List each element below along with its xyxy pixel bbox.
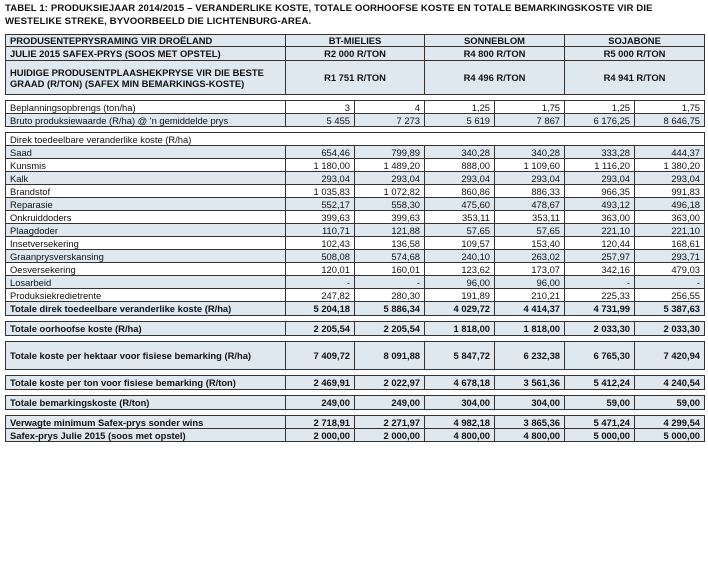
value-cell: 353,11	[495, 211, 565, 224]
value-cell: 110,71	[286, 224, 355, 237]
section-label: Direk toedeelbare veranderlike koste (R/ha)	[6, 133, 705, 146]
table-title: TABEL 1: PRODUKSIEJAAR 2014/2015 – VERANDERLIKE KOSTE, TOTALE OORHOOFSE KOSTE EN TOTALE BEMARKINGSKOSTE VIR DIE WESTELIKE STREKE, BYVOORBEELD DIE LICHTENBURG-AREA.	[5, 3, 653, 27]
cost-row	[6, 263, 705, 276]
header-label: PRODUSENTEPRYSRAMING VIR DROËLAND	[6, 35, 286, 47]
value-cell: 1 818,00	[495, 322, 565, 336]
row-label: Losarbeid	[6, 276, 286, 289]
value-cell: -	[565, 276, 635, 289]
header-value: R1 751 R/TON	[286, 61, 425, 95]
value-cell: 249,00	[286, 396, 355, 410]
value-cell: 558,30	[355, 198, 425, 211]
value-cell: 7 867	[495, 114, 565, 127]
cost-row	[6, 224, 705, 237]
value-cell: 1 818,00	[425, 322, 495, 336]
value-cell: 333,28	[565, 146, 635, 159]
value-cell: 2 033,30	[635, 322, 705, 336]
value-cell: 4 800,00	[425, 429, 495, 442]
value-cell: 123,62	[425, 263, 495, 276]
value-cell: 5 387,63	[635, 302, 705, 316]
value-cell: 966,35	[565, 185, 635, 198]
value-cell: 5 455	[286, 114, 355, 127]
value-cell: 342,16	[565, 263, 635, 276]
value-cell: 247,82	[286, 289, 355, 302]
value-cell: 249,00	[355, 396, 425, 410]
value-cell: 479,03	[635, 263, 705, 276]
total-direct-row	[6, 302, 705, 316]
cost-row	[6, 211, 705, 224]
value-cell: 293,71	[635, 250, 705, 263]
value-cell: 1,25	[565, 101, 635, 114]
value-cell: 1 180,00	[286, 159, 355, 172]
value-cell: 121,88	[355, 224, 425, 237]
cost-per-ton-row	[6, 376, 705, 390]
value-cell: 6 176,25	[565, 114, 635, 127]
min-price-row	[6, 416, 705, 429]
value-cell: -	[286, 276, 355, 289]
value-cell: 256,55	[635, 289, 705, 302]
row-label: Graanprysverskansing	[6, 250, 286, 263]
value-cell: 293,04	[355, 172, 425, 185]
value-cell: 860,86	[425, 185, 495, 198]
value-cell: 5 412,24	[565, 376, 635, 390]
value-cell: 304,00	[425, 396, 495, 410]
value-cell: 221,10	[565, 224, 635, 237]
cost-row	[6, 250, 705, 263]
value-cell: 1 072,82	[355, 185, 425, 198]
value-cell: 59,00	[565, 396, 635, 410]
cost-row	[6, 237, 705, 250]
value-cell: 120,01	[286, 263, 355, 276]
value-cell: 102,43	[286, 237, 355, 250]
crop-sonneblom: SONNEBLOM	[425, 35, 565, 47]
value-cell: 120,44	[565, 237, 635, 250]
yield-row	[6, 101, 705, 114]
value-cell: 293,04	[495, 172, 565, 185]
gross-value-row	[6, 114, 705, 127]
value-cell: 6 232,38	[495, 342, 565, 370]
value-cell: -	[635, 276, 705, 289]
value-cell: 2 271,97	[355, 416, 425, 429]
cost-row	[6, 146, 705, 159]
value-cell: 109,57	[425, 237, 495, 250]
value-cell: 493,12	[565, 198, 635, 211]
value-cell: 96,00	[495, 276, 565, 289]
row-label: Kunsmis	[6, 159, 286, 172]
value-cell: 7 273	[355, 114, 425, 127]
value-cell: 2 022,97	[355, 376, 425, 390]
crop-bt-mielies: BT-MIELIES	[286, 35, 425, 47]
marketing-row	[6, 396, 705, 410]
cost-row	[6, 289, 705, 302]
row-label: Bruto produksiewaarde (R/ha) @ 'n gemiddelde prys	[6, 114, 286, 127]
header-row-crops	[6, 35, 705, 47]
value-cell: 340,28	[425, 146, 495, 159]
value-cell: 574,68	[355, 250, 425, 263]
row-label: Insetversekering	[6, 237, 286, 250]
value-cell: 210,21	[495, 289, 565, 302]
cost-row	[6, 198, 705, 211]
row-label: Totale bemarkingskoste (R/ton)	[6, 396, 286, 410]
value-cell: 508,08	[286, 250, 355, 263]
value-cell: 1 116,20	[565, 159, 635, 172]
value-cell: 221,10	[635, 224, 705, 237]
value-cell: 2 469,91	[286, 376, 355, 390]
value-cell: 4 029,72	[425, 302, 495, 316]
value-cell: 2 033,30	[565, 322, 635, 336]
row-label: Brandstof	[6, 185, 286, 198]
value-cell: 5 847,72	[425, 342, 495, 370]
value-cell: 478,67	[495, 198, 565, 211]
value-cell: 293,04	[286, 172, 355, 185]
value-cell: 293,04	[635, 172, 705, 185]
value-cell: 2 718,91	[286, 416, 355, 429]
value-cell: 304,00	[495, 396, 565, 410]
value-cell: 363,00	[565, 211, 635, 224]
value-cell: 1,25	[425, 101, 495, 114]
header-row-farmgate	[6, 61, 705, 95]
value-cell: 363,00	[635, 211, 705, 224]
value-cell: 240,10	[425, 250, 495, 263]
value-cell: 1,75	[635, 101, 705, 114]
value-cell: 991,83	[635, 185, 705, 198]
value-cell: 799,89	[355, 146, 425, 159]
value-cell: 2 000,00	[355, 429, 425, 442]
value-cell: 153,40	[495, 237, 565, 250]
value-cell: 399,63	[355, 211, 425, 224]
value-cell: 399,63	[286, 211, 355, 224]
value-cell: 4 678,18	[425, 376, 495, 390]
value-cell: 225,33	[565, 289, 635, 302]
value-cell: 4 240,54	[635, 376, 705, 390]
header-label: JULIE 2015 SAFEX-PRYS (SOOS MET OPSTEL)	[6, 47, 286, 61]
value-cell: 8 646,75	[635, 114, 705, 127]
cost-row	[6, 172, 705, 185]
value-cell: 191,89	[425, 289, 495, 302]
value-cell: 257,97	[565, 250, 635, 263]
value-cell: 1,75	[495, 101, 565, 114]
value-cell: 1 035,83	[286, 185, 355, 198]
value-cell: 1 489,20	[355, 159, 425, 172]
value-cell: 7 420,94	[635, 342, 705, 370]
value-cell: 2 205,54	[355, 322, 425, 336]
value-cell: 293,04	[425, 172, 495, 185]
value-cell: 3	[286, 101, 355, 114]
cost-per-ha-row	[6, 342, 705, 370]
value-cell: 173,07	[495, 263, 565, 276]
value-cell: 4 800,00	[495, 429, 565, 442]
value-cell: 57,65	[495, 224, 565, 237]
value-cell: -	[355, 276, 425, 289]
value-cell: 4 299,54	[635, 416, 705, 429]
header-value: R4 496 R/TON	[425, 61, 565, 95]
value-cell: 496,18	[635, 198, 705, 211]
overhead-row	[6, 322, 705, 336]
row-label: Totale direk toedeelbare veranderlike koste (R/ha)	[6, 302, 286, 316]
value-cell: 4 414,37	[495, 302, 565, 316]
row-label: Oesversekering	[6, 263, 286, 276]
value-cell: 6 765,30	[565, 342, 635, 370]
section-label-row	[6, 133, 705, 146]
row-label: Plaagdoder	[6, 224, 286, 237]
value-cell: 340,28	[495, 146, 565, 159]
value-cell: 4	[355, 101, 425, 114]
value-cell: 1 380,20	[635, 159, 705, 172]
value-cell: 3 561,36	[495, 376, 565, 390]
value-cell: 3 865,36	[495, 416, 565, 429]
cost-row	[6, 276, 705, 289]
value-cell: 293,04	[565, 172, 635, 185]
cost-table	[5, 34, 705, 442]
value-cell: 59,00	[635, 396, 705, 410]
row-label: Verwagte minimum Safex-prys sonder wins	[6, 416, 286, 429]
header-value: R4 941 R/TON	[565, 61, 705, 95]
row-label: Safex-prys Julie 2015 (soos met opstel)	[6, 429, 286, 442]
value-cell: 1 109,60	[495, 159, 565, 172]
row-label: Saad	[6, 146, 286, 159]
header-row-safex	[6, 47, 705, 61]
cost-row	[6, 159, 705, 172]
row-label: Totale koste per hektaar voor fisiese bemarking (R/ha)	[6, 342, 286, 370]
value-cell: 444,37	[635, 146, 705, 159]
value-cell: 5 204,18	[286, 302, 355, 316]
row-label: Onkruiddoders	[6, 211, 286, 224]
value-cell: 8 091,88	[355, 342, 425, 370]
value-cell: 886,33	[495, 185, 565, 198]
value-cell: 5 000,00	[635, 429, 705, 442]
value-cell: 4 982,18	[425, 416, 495, 429]
value-cell: 552,17	[286, 198, 355, 211]
value-cell: 888,00	[425, 159, 495, 172]
header-value: R4 800 R/TON	[425, 47, 565, 61]
value-cell: 96,00	[425, 276, 495, 289]
header-value: R5 000 R/TON	[565, 47, 705, 61]
header-label: HUIDIGE PRODUSENTPLAASHEKPRYSE VIR DIE BESTE GRAAD (R/TON) (SAFEX MIN BEMARKINGS-KOSTE)	[6, 61, 286, 95]
value-cell: 475,60	[425, 198, 495, 211]
header-value: R2 000 R/TON	[286, 47, 425, 61]
value-cell: 136,58	[355, 237, 425, 250]
row-label: Produksiekredietrente	[6, 289, 286, 302]
value-cell: 160,01	[355, 263, 425, 276]
row-label: Kalk	[6, 172, 286, 185]
row-label: Totale koste per ton voor fisiese bemarking (R/ton)	[6, 376, 286, 390]
value-cell: 57,65	[425, 224, 495, 237]
value-cell: 5 471,24	[565, 416, 635, 429]
crop-sojabone: SOJABONE	[565, 35, 705, 47]
value-cell: 353,11	[425, 211, 495, 224]
value-cell: 263,02	[495, 250, 565, 263]
safex-price-row	[6, 429, 705, 442]
value-cell: 2 000,00	[286, 429, 355, 442]
value-cell: 5 886,34	[355, 302, 425, 316]
value-cell: 168,61	[635, 237, 705, 250]
value-cell: 4 731,99	[565, 302, 635, 316]
value-cell: 7 409,72	[286, 342, 355, 370]
value-cell: 280,30	[355, 289, 425, 302]
value-cell: 654,46	[286, 146, 355, 159]
row-label: Reparasie	[6, 198, 286, 211]
row-label: Beplanningsopbrengs (ton/ha)	[6, 101, 286, 114]
cost-row	[6, 185, 705, 198]
value-cell: 2 205,54	[286, 322, 355, 336]
value-cell: 5 000,00	[565, 429, 635, 442]
row-label: Totale oorhoofse koste (R/ha)	[6, 322, 286, 336]
value-cell: 5 619	[425, 114, 495, 127]
